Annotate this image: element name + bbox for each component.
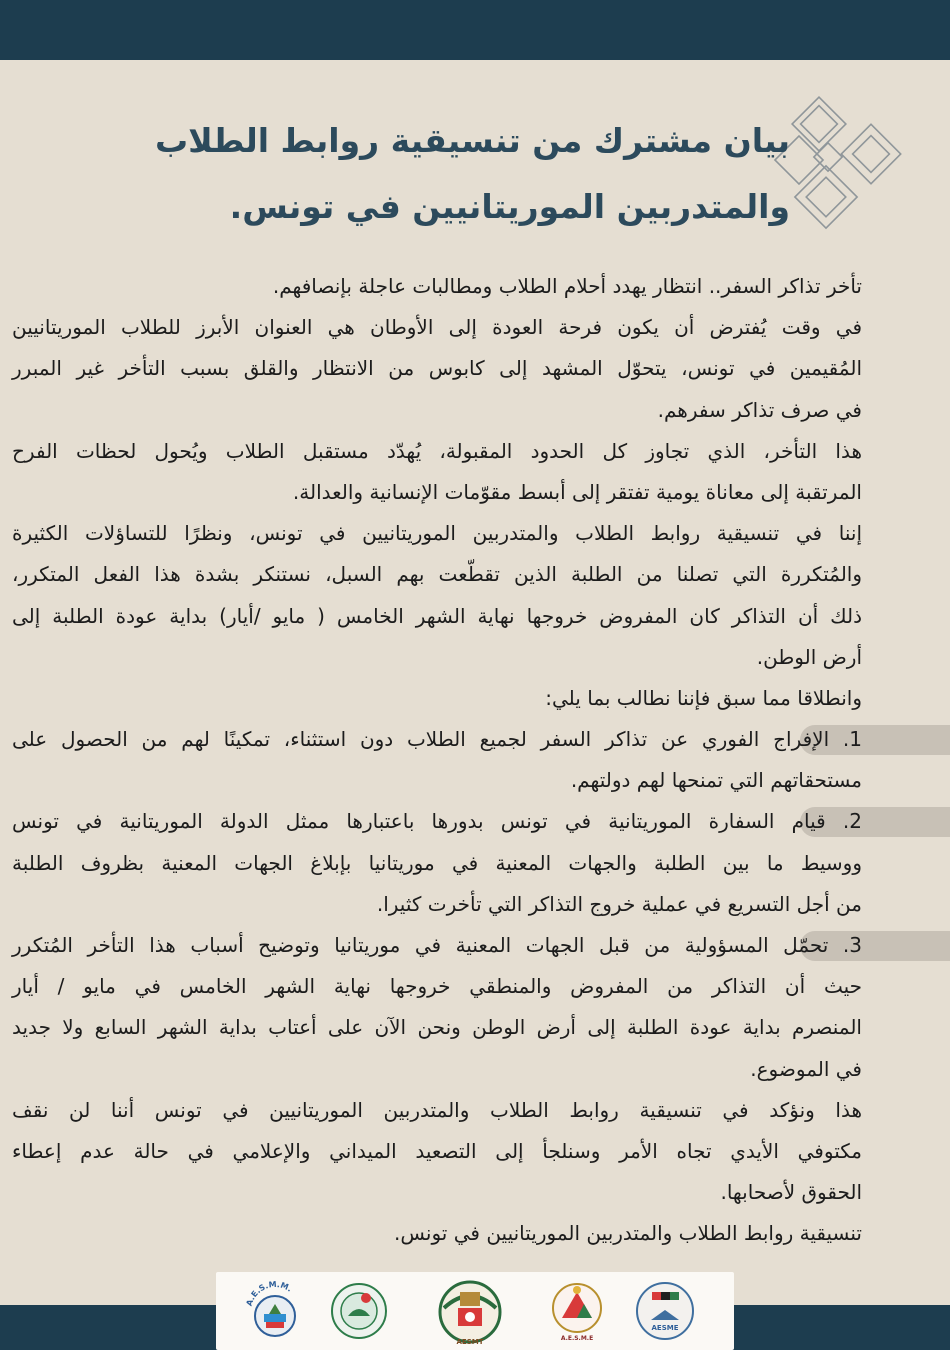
closing-line: مكتوفي الأيدي تجاه الأمر وسنلجأ إلى التصعيد الميداني والإعلامي في حالة عدم إعطاء bbox=[12, 1138, 862, 1163]
aesmm-logo-icon bbox=[242, 1278, 308, 1344]
svg-text:A.E.S.M.E: A.E.S.M.E bbox=[560, 1335, 594, 1342]
body-line: في صرف تذاكر سفرهم. bbox=[657, 397, 862, 422]
demand-line: في الموضوع. bbox=[750, 1056, 862, 1081]
page-title bbox=[150, 108, 790, 240]
body-line: وانطلاقا مما سبق فإننا نطالب بما يلي: bbox=[545, 685, 862, 710]
body-line: المرتقبة إلى معاناة يومية تفتقر إلى أبسط مقوّمات الإنسانية والعدالة. bbox=[292, 479, 862, 504]
demand-item-3 bbox=[12, 925, 862, 1090]
body-line: المُقيمين في تونس، يتحوّل المشهد إلى كابوس من الانتظار والقلق بسبب التأخر غير المبرر bbox=[12, 356, 862, 381]
svg-text:AESME: AESME bbox=[651, 1324, 679, 1332]
demand-line: 2. قيام السفارة الموريتانية في تونس بدورها باعتبارها ممثل الدولة الموريتانية في تونس bbox=[12, 809, 862, 834]
svg-text:AESMT: AESMT bbox=[456, 1338, 484, 1346]
body-line: والمُتكررة التي تصلنا من الطلبة الذين تقطّعت بهم السبل، نستنكر بشدة هذا الفعل المتكرر، bbox=[12, 562, 862, 587]
demand-item-1 bbox=[12, 719, 862, 801]
logo-strip bbox=[216, 1272, 734, 1350]
aesme-star-logo-icon bbox=[544, 1278, 610, 1344]
top-banner bbox=[0, 0, 950, 60]
body-line: تأخر تذاكر السفر.. انتظار يهدد أحلام الطلاب ومطالبات عاجلة بإنصافهم. bbox=[272, 274, 862, 298]
aesme-logo-icon bbox=[630, 1278, 700, 1344]
green-seal-logo-icon bbox=[326, 1278, 392, 1344]
demand-line: مستحقاتهم التي تمنحها لهم دولتهم. bbox=[570, 768, 862, 793]
body-line: إننا في تنسيقية روابط الطلاب والمتدربين الموريتانيين في تونس، ونظرًا للتساؤلات الكثيرة bbox=[12, 521, 862, 546]
closing-line: هذا ونؤكد في تنسيقية روابط الطلاب والمتدربين الموريتانيين في تونس أننا لن نقف bbox=[12, 1097, 862, 1122]
aesmt-logo-icon bbox=[424, 1278, 516, 1350]
title-line-1: بيان مشترك من تنسيقية روابط الطلاب bbox=[154, 121, 790, 160]
closing-line: الحقوق لأصحابها. bbox=[720, 1180, 862, 1205]
body-line: أرض الوطن. bbox=[756, 644, 862, 669]
title-line-2: والمتدربين الموريتانيين في تونس. bbox=[229, 187, 790, 226]
demand-line: من أجل التسريع في عملية خروج التذاكر التي تأخرت كثيرا. bbox=[376, 891, 862, 916]
demand-line: ووسيط ما بين الطلبة والجهات المعنية في موريتانيا بإبلاغ الجهات المعنية بظروف الطلبة bbox=[12, 850, 862, 875]
body-line: في وقت يُفترض أن يكون فرحة العودة إلى الأوطان هي العنوان الأبرز للطلاب الموريتانيين bbox=[12, 315, 862, 340]
svg-text:A.E.S.M.M.: A.E.S.M.M. bbox=[244, 1279, 294, 1308]
demand-line: حيث أن التذاكر من المفروض والمنطقي خروجها نهاية الشهر الخامس في مايو / أيار bbox=[12, 974, 862, 999]
demand-item-2 bbox=[12, 801, 862, 925]
demand-line: 3. تحمّل المسؤولية من قبل الجهات المعنية في موريتانيا وتوضيح أسباب هذا التأخر المُتكرر bbox=[12, 933, 862, 957]
demand-line: المنصرم بداية عودة الطلبة إلى أرض الوطن ونحن الآن على أعتاب بداية الشهر السابع ولا جديد bbox=[12, 1015, 862, 1040]
demand-line: 1. الإفراج الفوري عن تذاكر السفر لجميع الطلاب دون استثناء، تمكينًا لهم من الحصول على bbox=[12, 727, 862, 752]
body-line: هذا التأخر، الذي تجاوز كل الحدود المقبولة، يُهدّد مستقبل الطلاب ويُحول لحظات الفرح bbox=[12, 438, 862, 463]
signature-line: تنسيقية روابط الطلاب والمتدربين الموريتانيين في تونس. bbox=[394, 1221, 862, 1246]
body-line: ذلك أن التذاكر كان المفروض خروجها نهاية الشهر الخامس ( مايو /أيار) بداية عودة الطلبة إلى bbox=[12, 603, 862, 628]
statement-body bbox=[12, 266, 862, 1255]
